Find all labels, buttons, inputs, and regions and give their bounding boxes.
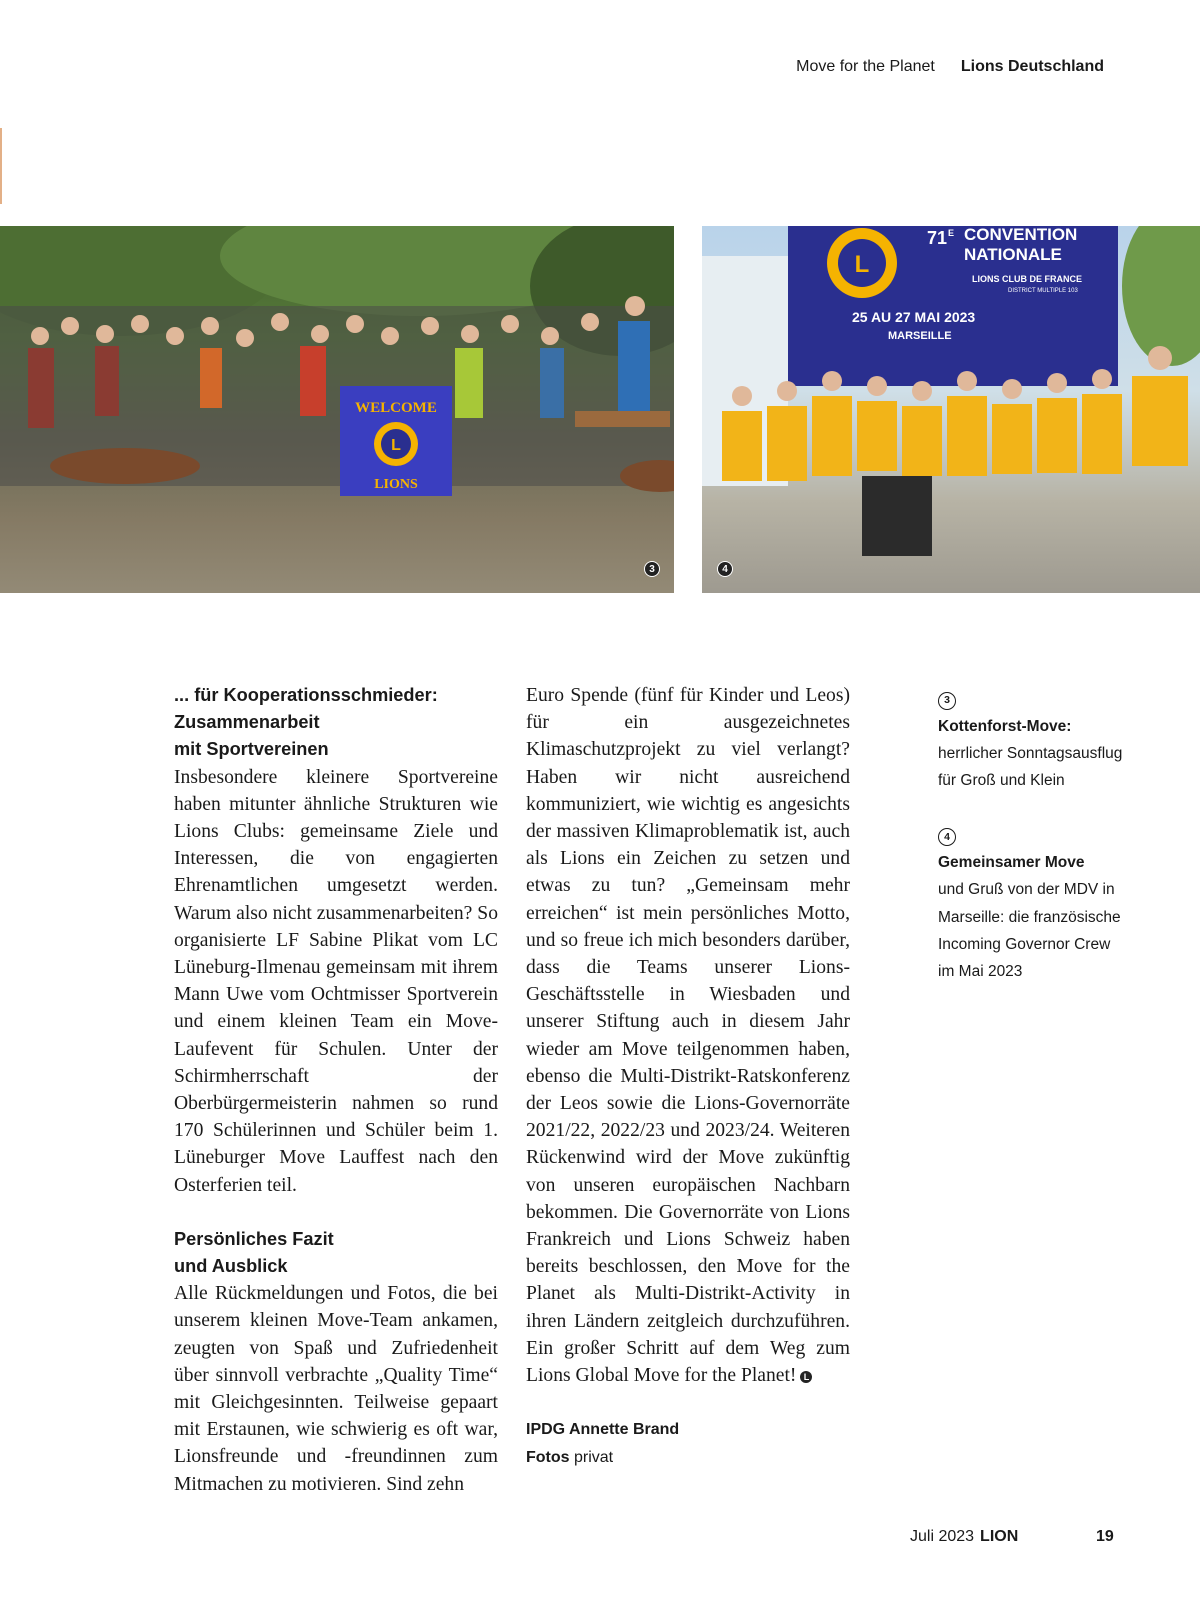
- photo-credit-value: privat: [574, 1449, 614, 1466]
- section-heading-line: ... für Kooperationsschmieder:: [174, 685, 438, 705]
- photo-captions: [938, 685, 1128, 1013]
- header-brand: Lions Deutschland: [960, 58, 1104, 75]
- caption-text: herrlicher Sonntagsausflug für Groß und Klein: [938, 744, 1123, 790]
- photo-number-badge: 4: [717, 561, 733, 577]
- lion-end-icon: L: [800, 1371, 812, 1383]
- billboard-city: MARSEILLE: [888, 330, 952, 342]
- billboard-line4: DISTRICT MULTIPLE 103: [1008, 288, 1078, 294]
- section-body-continued: [526, 682, 850, 1389]
- caption-item: [938, 822, 1128, 986]
- billboard-line3: LIONS CLUB DE FRANCE: [972, 274, 1082, 284]
- tree: [1122, 226, 1200, 366]
- section-heading-line: Persönliches Fazit: [174, 1228, 334, 1249]
- fire-bowl: [50, 448, 200, 484]
- caption-title: Gemeinsamer Move: [938, 854, 1085, 872]
- photo-marseille-illustration: [702, 226, 1200, 593]
- footer-magazine: LION: [980, 1528, 1019, 1545]
- banner-text-bottom: LIONS: [374, 477, 418, 492]
- section-body: Alle Rückmeldungen und Fotos, die bei unserem kleinen Move-Team ankamen, zeugten von Spaß und Zufriedenheit über sinnvoll verbrachte „Quality Time“ mit Gleichgesinnten. Teilweise gepaart mit Erstaunen, wie schwierig es oft war, Lionsfreunde und -freundinnen zum Mitmachen zu motivieren. Sind zehn: [174, 1283, 498, 1495]
- photo-kottenforst-group: [0, 226, 674, 593]
- page-number: 19: [1096, 1528, 1114, 1545]
- section-heading-line: Zusammenarbeit: [174, 712, 320, 733]
- wooden-table: [575, 411, 670, 427]
- article-credits: [526, 1416, 679, 1472]
- billboard-number: 71: [927, 228, 948, 248]
- billboard-line1: CONVENTION: [964, 226, 1078, 244]
- caption-item: [938, 685, 1128, 795]
- banner-logo-letter: L: [391, 437, 401, 454]
- section-heading: [174, 1226, 498, 1280]
- banner-text-top: WELCOME: [355, 400, 437, 416]
- photo-number-badge: 3: [644, 561, 660, 577]
- section-body: Insbesondere kleinere Sportvereine haben mitunter ähnliche Strukturen wie Lions Clubs: gemeinsame Ziele und Interessen, die von engagierten Ehrenamtlichen umgesetzt werden. Warum also nicht zusammenarbeiten? So organisierte LF Sabine Plikat vom LC Lüneburg-Ilmenau gemeinsam mit ihrem Mann Uwe vom Ochtmisser Sportverein und einem kleinen Team ein Move-Laufevent für Schulen. Unter der Schirmherrschaft der Oberbürgermeisterin nahmen so rund 170 Schülerinnen und Schüler beim 1. Lüneburger Move Lauffest nach den Osterferien teil.: [174, 766, 498, 1196]
- wheelchair: [862, 476, 932, 556]
- body-text: Euro Spende (fünf für Kinder und Leos) für ein ausgezeichnetes Klimaschutzprojekt zu viel verlangt? Haben wir nicht ausreichend kommuniziert, wie wichtig es angesichts der massiven Klimaproblematik ist, auch als Lions ein Zeichen zu setzen und etwas zu tun? „Gemeinsam mehr erreichen“ ist mein persönliches Motto, und so freue ich mich besonders darüber, dass die Teams unserer Lions-Geschäftsstelle in Wiesbaden und unserer Stiftung auch in diesem Jahr wieder am Move teilgenommen haben, ebenso die Multi-Distrikt-Ratskonferenz der Leos sowie die Lions-Governorräte 2021/22, 2022/23 und 2023/24. Weiteren Rückenwind wird der Move zukünftig von unseren europäischen Nachbarn bekommen. Die Governorräte von Lions Frankreich und Lions Schweiz haben bereits beschlossen, den Move for the Planet als Multi-Distrikt-Activity in ihren Ländern zeitgleich durchzuführen. Ein großer Schritt auf dem Weg zum Lions Global Move for the Planet!: [526, 685, 850, 1387]
- page-footer: [910, 1528, 1114, 1546]
- billboard-number-suffix: E: [948, 228, 955, 238]
- caption-text: und Gruß von der MDV in Marseille: die französische Incoming Governor Crew im Mai 2023: [938, 881, 1121, 981]
- author-name: IPDG Annette Brand: [526, 1421, 680, 1438]
- section-heading-line: und Ausblick: [174, 1256, 288, 1277]
- billboard-line2: NATIONALE: [964, 245, 1062, 264]
- section-heading-line: mit Sportvereinen: [174, 739, 329, 760]
- section-heading: [174, 682, 498, 764]
- running-header: [796, 58, 1104, 76]
- footer-date: Juli 2023: [910, 1528, 975, 1545]
- billboard-date: 25 AU 27 MAI 2023: [852, 309, 976, 325]
- caption-number: 3: [938, 692, 956, 710]
- photo-kottenforst-illustration: [0, 226, 674, 593]
- edge-bleed-mark: [0, 128, 2, 204]
- header-section: Move for the Planet: [796, 58, 935, 75]
- article-column-2: [526, 682, 850, 1389]
- caption-number: 4: [938, 828, 956, 846]
- photo-marseille-convention: [702, 226, 1200, 593]
- article-column-1: [174, 682, 498, 1498]
- photo-credit-label: Fotos: [526, 1449, 570, 1466]
- lions-logo-letter: L: [854, 251, 870, 278]
- caption-title: Kottenforst-Move:: [938, 717, 1072, 735]
